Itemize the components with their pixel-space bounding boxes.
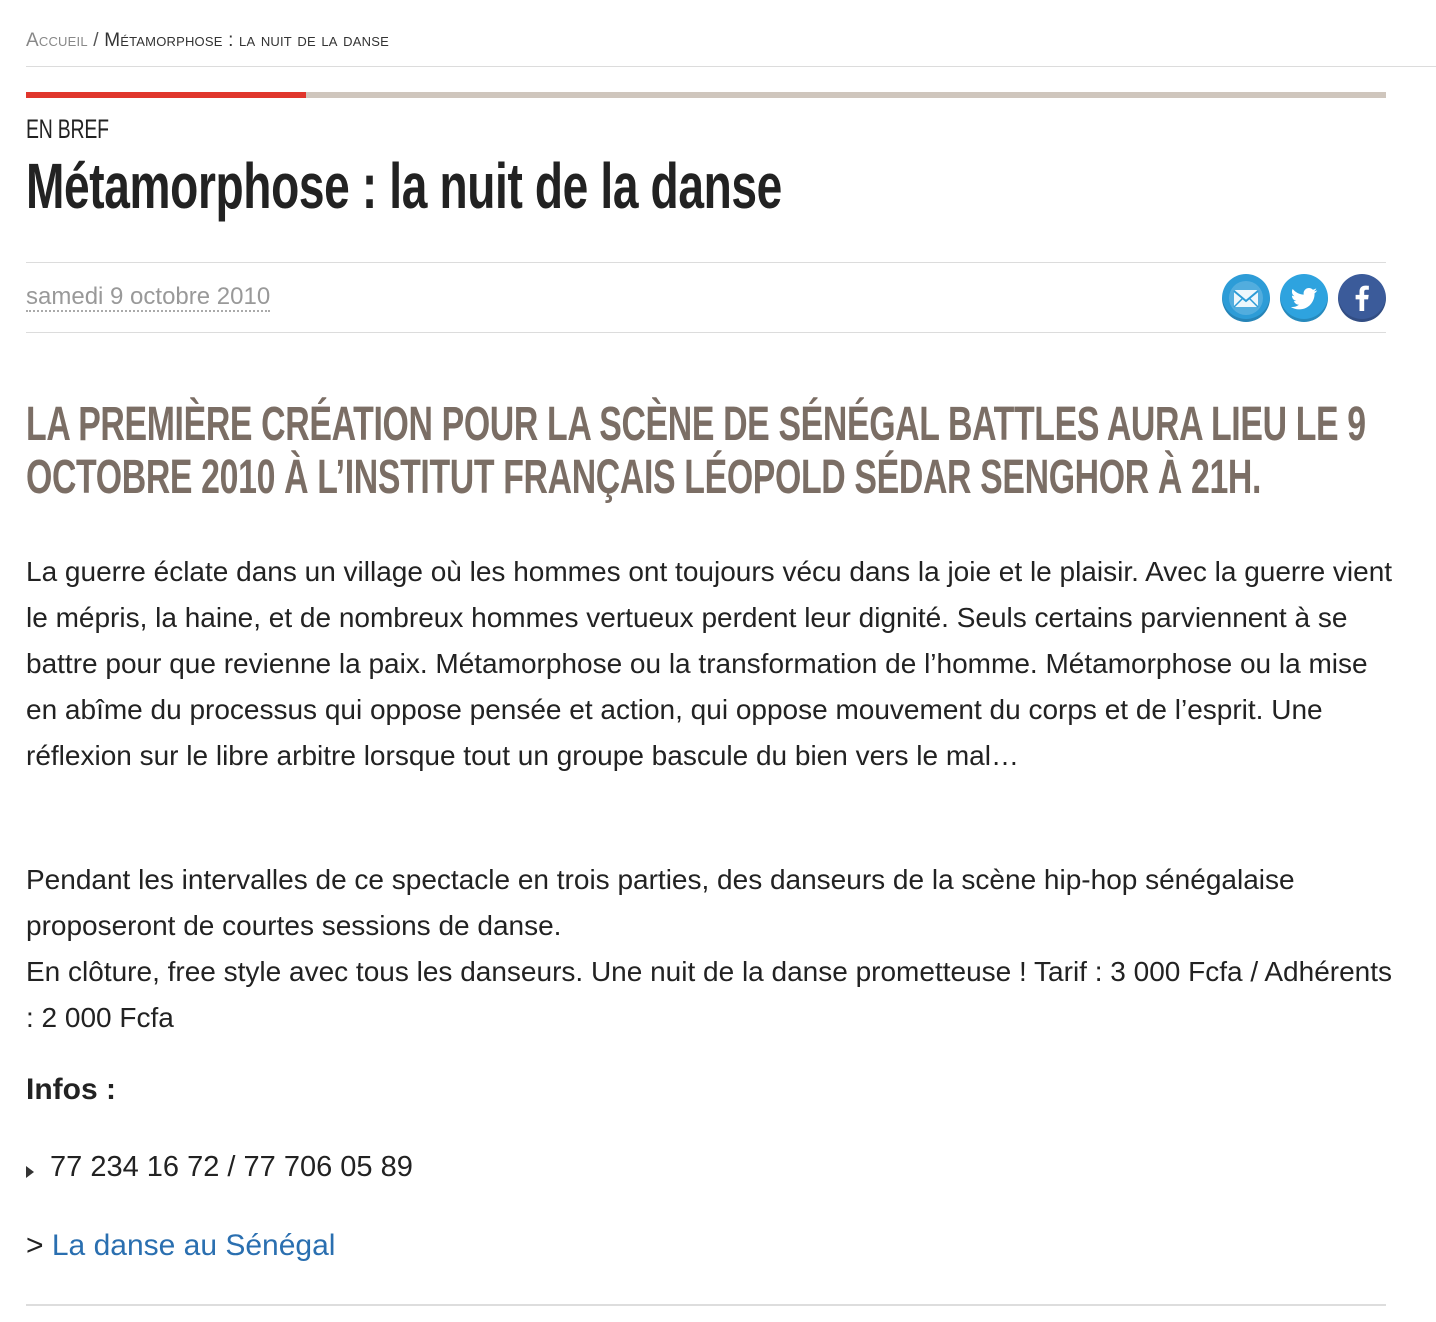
facebook-f-icon [1338,274,1386,322]
breadcrumb-current: Métamorphose : la nuit de la danse [104,30,389,51]
article-kicker: EN BREF [26,114,109,144]
related-prefix: > [26,1229,44,1262]
contact-list-item [26,1151,413,1184]
twitter-bird-icon [1280,274,1328,322]
publication-date: samedi 9 octobre 2010 [26,283,271,310]
envelope-icon [1222,274,1270,322]
bottom-divider [26,1304,1386,1306]
paragraph-line: En clôture, free style avec tous les danseurs. Une nuit de la danse prometteuse ! Tarif : 3 000 Fcfa / Adhérents : 2 000 Fcfa [26,956,1393,1033]
breadcrumb-separator: / [93,30,99,51]
infos-heading: Infos : [26,1073,116,1106]
page-title: Métamorphose : la nuit de la danse [26,150,782,222]
article-chapo: LA PREMIÈRE CRÉATION POUR LA SCÈNE DE SÉNÉGAL BATTLES AURA LIEU LE 9 OCTOBRE 2010 À L’INSTITUT FRANÇAIS LÉOPOLD SÉDAR SENGHOR À 21H. [26,398,1366,504]
section-bar-accent [26,92,306,98]
contact-phone-numbers: 77 234 16 72 / 77 706 05 89 [50,1151,413,1183]
breadcrumb-home-link[interactable]: Accueil [26,30,88,51]
breadcrumb [26,30,389,52]
article-paragraph: La guerre éclate dans un village où les hommes ont toujours vécu dans la joie et le plaisir. Avec la guerre vient le mépris, la haine, et de nombreux hommes vertueux perdent leur dignité. Seuls certains parviennent à se battre pour que revienne la paix. Métamorphose ou la transformation de l’homme. Métamorphose ou la mise en abîme du processus qui oppose pensée et action, qui oppose mouvement du corps et de l’esprit. Une réflexion sur le libre arbitre lorsque tout un groupe bascule du bien vers le mal… [26,556,1393,771]
article-paragraph [26,857,1396,1041]
share-facebook-button[interactable] [1338,274,1386,322]
triangle-bullet-icon [26,1166,34,1178]
share-twitter-button[interactable] [1280,274,1328,322]
related-link[interactable]: La danse au Sénégal [51,1229,336,1262]
share-email-button[interactable] [1222,274,1270,322]
section-bar [26,92,1386,98]
top-divider [26,66,1436,67]
related-link-row [26,1229,335,1263]
paragraph-line: Pendant les intervalles de ce spectacle en trois parties, des danseurs de la scène hip-hop sénégalaise proposeront de courtes sessions de danse. [26,864,1295,941]
meta-divider-bottom [26,332,1386,333]
meta-divider-top [26,262,1386,263]
